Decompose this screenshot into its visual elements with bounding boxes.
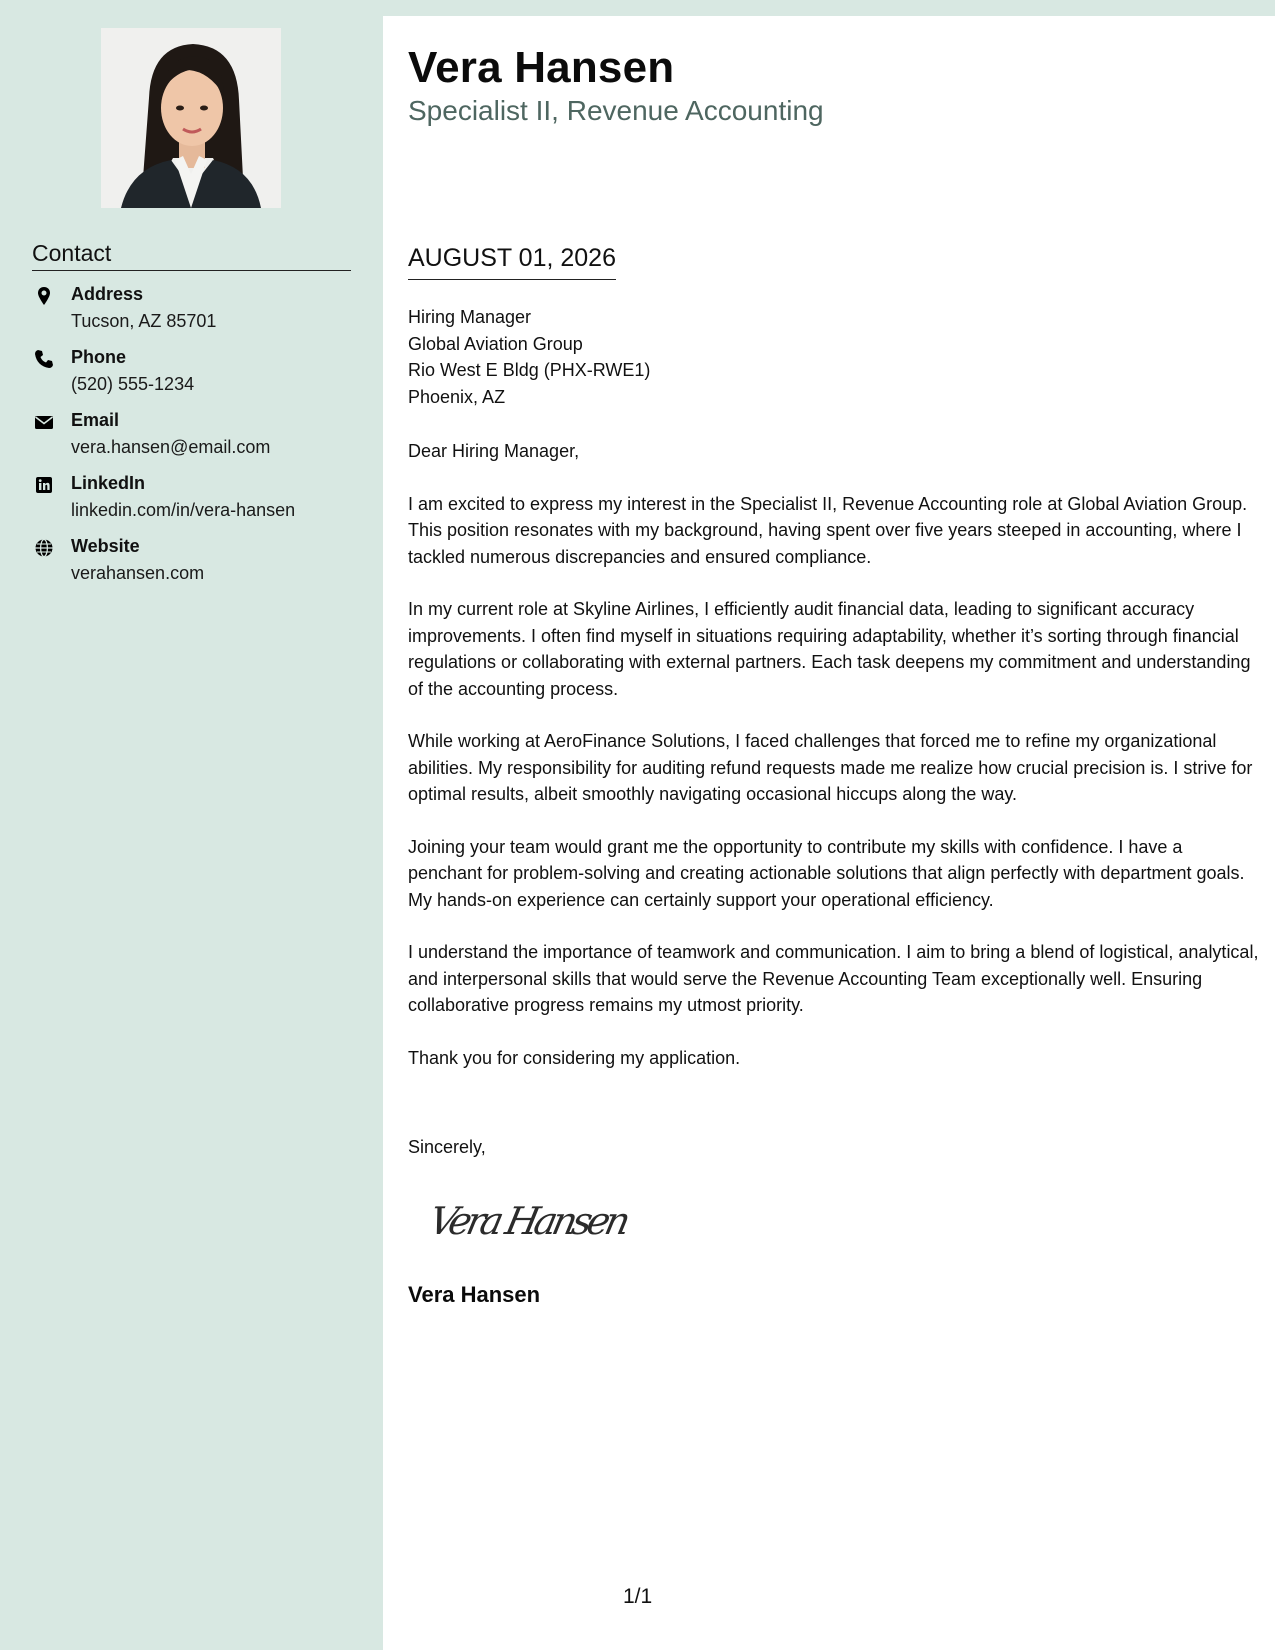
- signer-name: Vera Hansen: [408, 1282, 541, 1307]
- closing: Sincerely,: [408, 1137, 486, 1157]
- letter-date: AUGUST 01, 2026: [408, 244, 616, 280]
- body-paragraph: I am excited to express my interest in the Specialist II, Revenue Accounting role at Global Aviation Group. This position resonates with my background, having spent over five years steeped in accounting, where I tackled numerous discrepancies and ensured compliance.: [408, 493, 1248, 567]
- job-title: Specialist II, Revenue Accounting: [408, 95, 824, 126]
- phone-icon: [34, 349, 54, 369]
- contact-label: LinkedIn: [71, 473, 146, 493]
- profile-photo: [101, 28, 281, 208]
- contact-value: Tucson, AZ 85701: [71, 311, 217, 331]
- signature-text: Vera Hansen: [425, 1199, 635, 1244]
- contact-item-linkedin: [32, 473, 362, 536]
- contact-label: Email: [71, 410, 120, 430]
- linkedin-link[interactable]: linkedin.com/in/vera-hansen: [71, 500, 296, 520]
- recipient-line: Phoenix, AZ: [408, 386, 506, 407]
- body-paragraph: In my current role at Skyline Airlines, I efficiently audit financial data, leading to significant accuracy improvements. I often find myself in situations requiring adaptability, whether it’s sorting through financial regulations or collaborating with external partners. Each task deepens my commitment and understanding of the accounting process.: [408, 599, 1251, 699]
- contact-item-website: [32, 536, 362, 599]
- letter-body: [408, 438, 1260, 1097]
- email-link[interactable]: vera.hansen@email.com: [71, 437, 271, 457]
- page-number: 1/1: [623, 1585, 653, 1608]
- envelope-icon: [34, 412, 54, 432]
- globe-icon: [34, 538, 54, 558]
- handwritten-signature: [425, 1188, 663, 1252]
- contact-item-email: [32, 410, 362, 473]
- contact-item-address: [32, 284, 362, 347]
- contact-label: Website: [71, 536, 140, 556]
- recipient-line: Rio West E Bldg (PHX-RWE1): [408, 360, 651, 380]
- body-paragraph: Joining your team would grant me the opportunity to contribute my skills with confidence. I have a penchant for problem-solving and creating actionable solutions that align perfectly with department goals. My hands-on experience can certainly support your operational efficiency.: [408, 836, 1245, 910]
- location-pin-icon: [34, 286, 54, 306]
- linkedin-icon: [34, 475, 54, 495]
- recipient-block: [408, 304, 650, 410]
- applicant-name: Vera Hansen: [408, 43, 675, 92]
- letter-page: [383, 16, 1275, 1650]
- contact-value: (520) 555-1234: [71, 374, 195, 394]
- website-link[interactable]: verahansen.com: [71, 563, 205, 583]
- salutation: Dear Hiring Manager,: [408, 441, 580, 461]
- contact-item-phone: [32, 347, 362, 410]
- body-paragraph: While working at AeroFinance Solutions, I faced challenges that forced me to refine my organizational abilities. My responsibility for auditing refund requests made me realize how crucial precision is. I strive for optimal results, albeit smoothly navigating occasional hiccups along the way.: [408, 731, 1253, 804]
- sidebar: [0, 0, 383, 1650]
- recipient-line: Global Aviation Group: [408, 333, 583, 354]
- body-paragraph: I understand the importance of teamwork and communication. I aim to bring a blend of logistical, analytical, and interpersonal skills that would serve the Revenue Accounting Team exceptionally well. Ensuring collaborative progress remains my utmost priority.: [408, 942, 1259, 1015]
- contact-list: [32, 284, 362, 599]
- contact-heading: Contact: [32, 240, 351, 271]
- contact-label: Phone: [71, 347, 127, 367]
- recipient-line: Hiring Manager: [408, 307, 532, 327]
- contact-label: Address: [71, 284, 144, 304]
- body-paragraph: Thank you for considering my application.: [408, 1047, 741, 1068]
